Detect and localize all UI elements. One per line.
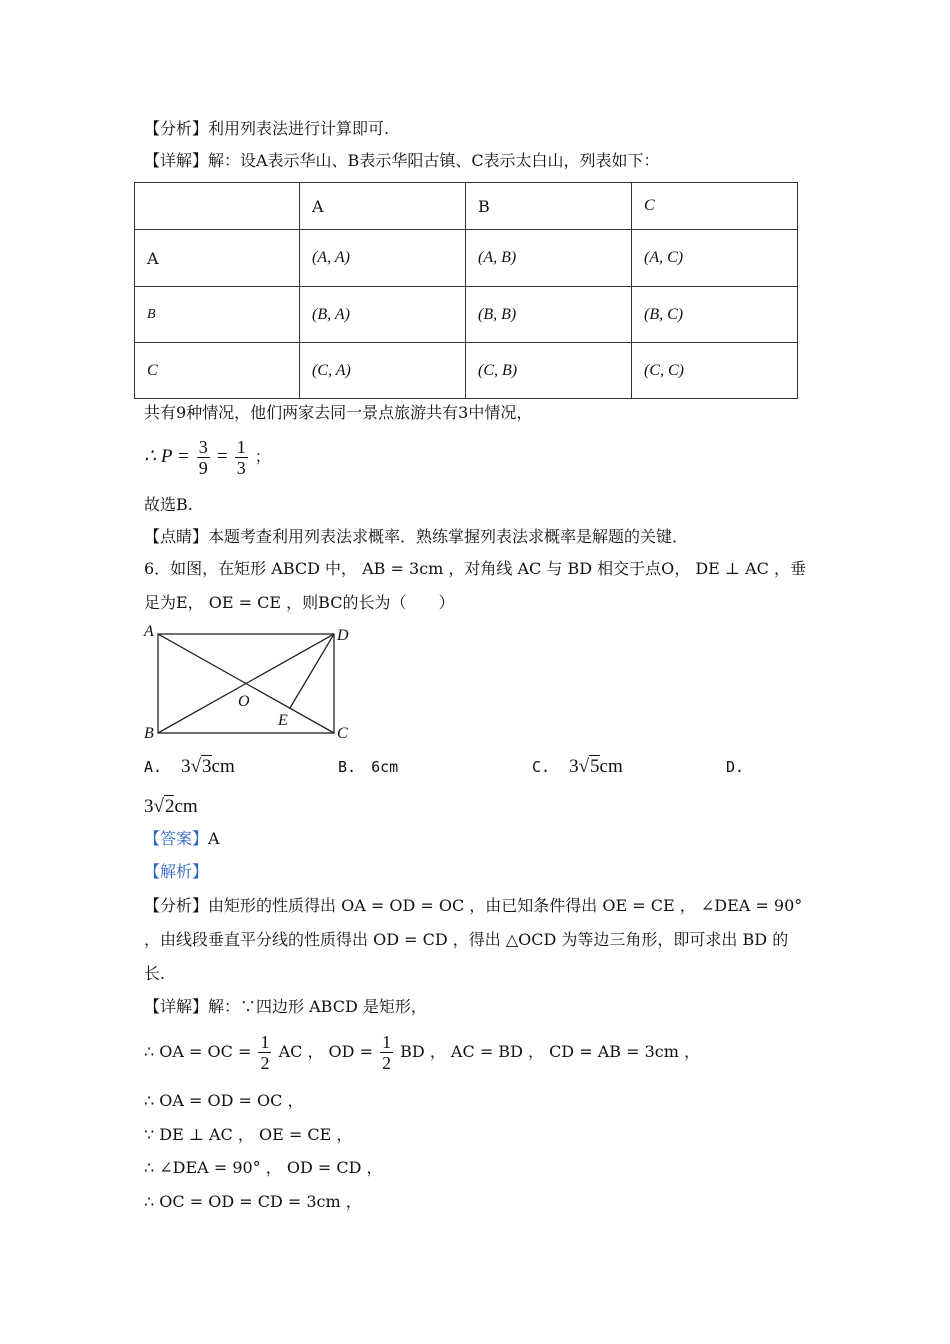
probability-line [144,436,271,478]
option-c[interactable] [532,756,623,778]
numerator: 1 [260,1032,270,1052]
q6-line1: 6．如图，在矩形 ABCD 中， AB = 3cm ，对角线 AC 与 BD 相交于点O， DE ⊥ AC ，垂 [144,559,806,578]
coef: 3 [569,756,579,777]
jiexi-tag: 【解析】 [144,862,209,881]
detail-line5: ∴ ∠DEA = 90° ， OD = CD ， [144,1158,383,1177]
unit: cm [211,756,235,777]
radicand: 2 [164,796,175,817]
label-d: D [337,627,349,644]
denominator: 9 [198,458,208,478]
option-b[interactable] [338,758,398,776]
label-b: B [144,725,154,742]
detail-line6: ∴ OC = OD = CD = 3cm ， [144,1192,362,1211]
d2-part-a: AC ， OD = [278,1042,373,1061]
table-row [135,287,798,343]
option-letter: B. [338,758,357,776]
table-cell: (C, A) [300,343,466,399]
analysis-line: 【分析】利用列表法进行计算即可. [144,119,390,138]
fraction [197,437,210,478]
prob-prefix: ∴ P = [144,446,190,467]
option-letter: C. [532,758,551,776]
table-cell: (A, B) [466,230,632,287]
numerator: 1 [382,1032,392,1052]
table-cell: C [135,343,300,399]
table-cell: B [466,183,632,230]
table-cell: C [632,183,798,230]
punct: ； [254,447,271,466]
option-text: 6cm [371,758,399,776]
table-cell: (B, B) [466,287,632,343]
fraction-half [258,1032,271,1073]
table-cell: (A, A) [300,230,466,287]
denominator: 2 [382,1053,392,1073]
detail-line2 [144,1030,700,1074]
answer-line [144,828,220,850]
choose-line: 故选B. [144,495,193,514]
total-cases-line: 共有9种情况，他们两家去同一景点旅游共有3中情况， [144,403,533,422]
coef: 3 [181,756,191,777]
label-c: C [337,725,348,742]
table-cell: (A, C) [632,230,798,287]
option-d[interactable] [726,758,744,776]
table-cell: (C, B) [466,343,632,399]
label-a: A [144,623,154,640]
numerator: 1 [236,437,246,457]
label-o: O [238,693,250,710]
analysis-line1: 【分析】由矩形的性质得出 OA = OD = OC ，由已知条件得出 OE = CE ， ∠DEA = 90° [144,896,803,915]
coef: 3 [144,796,154,817]
detail-line3: ∴ OA = OD = OC ， [144,1091,304,1110]
label-e: E [278,712,288,729]
unit: cm [599,756,623,777]
table-cell: A [300,183,466,230]
radicand: 5 [590,756,600,777]
analysis-line2: ，由线段垂直平分线的性质得出 OD = CD ，得出 △OCD 为等边三角形，即可求出 BD 的 [144,930,789,949]
radicand: 3 [202,756,212,777]
unit: cm [174,796,198,817]
option-d-value [144,796,198,818]
fraction-half [380,1032,393,1073]
table-cell: (B, C) [632,287,798,343]
option-letter: D. [726,758,745,776]
table-cell [135,183,300,230]
comment-line: 【点睛】本题考查利用列表法求概率．熟练掌握列表法求概率是解题的关键． [144,527,689,546]
numerator: 3 [198,437,208,457]
analysis-line3: 长. [144,964,166,983]
option-letter: A. [144,758,163,776]
equals: = [216,446,228,467]
fraction [235,437,248,478]
table-cell: A [135,230,300,287]
sqrt-sign: √ [578,756,590,777]
denominator: 3 [236,458,246,478]
segment-de [290,634,334,708]
detail-line4: ∵ DE ⊥ AC ， OE = CE ， [144,1125,353,1144]
table-cell: (B, A) [300,287,466,343]
table-cell: (C, C) [632,343,798,399]
detail-line1: 【详解】解：∵四边形 ABCD 是矩形， [144,997,427,1016]
d2-prefix: ∴ OA = OC = [144,1042,252,1061]
answer-value: A [208,829,220,848]
table-row [135,230,798,287]
answer-tag: 【答案】 [144,829,209,848]
outcome-table [134,182,798,399]
q6-line2: 足为E， OE = CE ，则BC的长为（ ） [144,593,455,612]
table-cell: B [135,287,300,343]
table-header-row [135,183,798,230]
sqrt-sign: √ [190,756,202,777]
table-row [135,343,798,399]
sqrt-sign: √ [153,796,164,817]
option-a[interactable] [144,756,235,778]
rectangle-figure [140,622,360,744]
detail-intro: 【详解】解：设A表示华山、B表示华阳古镇、C表示太白山，列表如下： [144,151,660,170]
denominator: 2 [260,1053,270,1073]
d2-part-b: BD ， AC = BD ， CD = AB = 3cm ， [400,1042,701,1061]
